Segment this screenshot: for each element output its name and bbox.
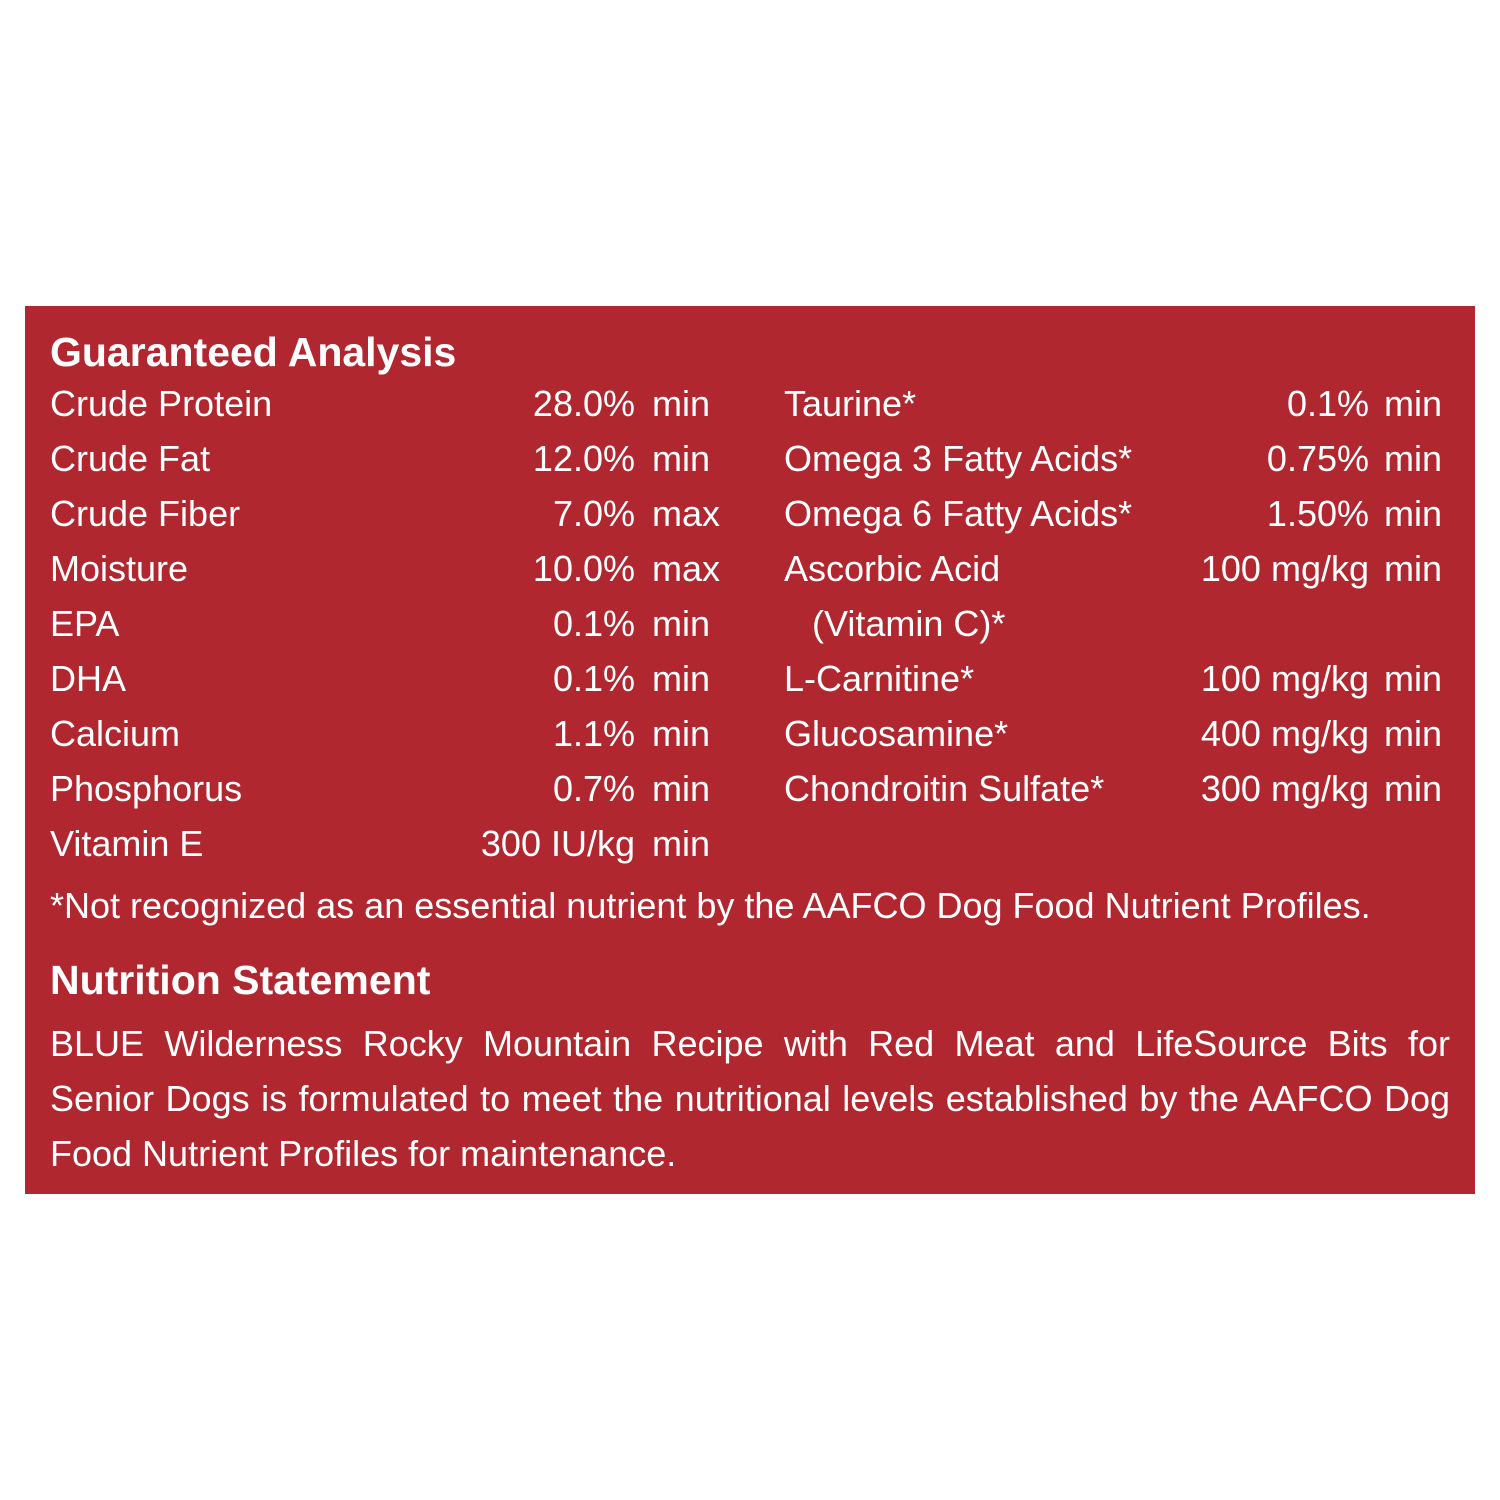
nutrient-qualifier: min bbox=[652, 823, 711, 864]
nutrient-amount: 100 mg/kg bbox=[1200, 658, 1369, 699]
nutrient-name: DHA bbox=[50, 658, 127, 699]
analysis-row bbox=[50, 823, 730, 881]
nutrient-amount: 0.7% bbox=[552, 768, 635, 809]
nutrient-qualifier: min bbox=[1384, 658, 1443, 699]
nutrient-name: Vitamin E bbox=[50, 823, 204, 864]
nutrient-name: Crude Fiber bbox=[50, 493, 241, 534]
nutrient-qualifier: min bbox=[1384, 768, 1443, 809]
analysis-row bbox=[50, 658, 730, 716]
nutrient-amount: 1.50% bbox=[1266, 493, 1369, 534]
nutrient-amount: 100 mg/kg bbox=[1200, 548, 1369, 589]
nutrient-amount: 0.75% bbox=[1266, 438, 1369, 479]
analysis-row bbox=[784, 383, 1464, 441]
nutrient-name: Omega 6 Fatty Acids* bbox=[784, 493, 1133, 534]
nutrient-amount: 10.0% bbox=[532, 548, 635, 589]
nutrient-qualifier: min bbox=[1384, 438, 1443, 479]
analysis-row bbox=[50, 603, 730, 661]
nutrient-name: Calcium bbox=[50, 713, 181, 754]
nutrient-amount: 400 mg/kg bbox=[1200, 713, 1369, 754]
nutrient-qualifier: min bbox=[1384, 713, 1443, 754]
nutrient-amount: 7.0% bbox=[552, 493, 635, 534]
guaranteed-analysis-heading: Guaranteed Analysis bbox=[50, 329, 457, 375]
analysis-row bbox=[50, 383, 730, 441]
nutrient-name: (Vitamin C)* bbox=[812, 603, 1006, 644]
nutrient-amount: 12.0% bbox=[532, 438, 635, 479]
nutrient-name: Crude Protein bbox=[50, 383, 273, 424]
analysis-row bbox=[784, 658, 1464, 716]
analysis-row bbox=[784, 493, 1464, 551]
nutrient-qualifier: min bbox=[652, 603, 711, 644]
nutrient-qualifier: min bbox=[652, 658, 711, 699]
analysis-row bbox=[50, 768, 730, 826]
nutrient-name: EPA bbox=[50, 603, 120, 644]
nutrient-amount: 0.1% bbox=[552, 658, 635, 699]
nutrient-qualifier: min bbox=[1384, 548, 1443, 589]
nutrient-name: Moisture bbox=[50, 548, 189, 589]
nutrient-qualifier: min bbox=[1384, 493, 1443, 534]
nutrient-qualifier: min bbox=[652, 713, 711, 754]
analysis-row bbox=[50, 548, 730, 606]
nutrient-name: Glucosamine* bbox=[784, 713, 1009, 754]
analysis-row bbox=[784, 713, 1464, 771]
nutrient-name: Ascorbic Acid bbox=[784, 548, 1001, 589]
nutrient-qualifier: max bbox=[652, 548, 721, 589]
nutrient-qualifier: min bbox=[652, 438, 711, 479]
analysis-row bbox=[50, 493, 730, 551]
nutrient-amount: 28.0% bbox=[532, 383, 635, 424]
analysis-row bbox=[784, 438, 1464, 496]
analysis-row bbox=[784, 768, 1464, 826]
nutrient-qualifier: min bbox=[1384, 383, 1443, 424]
analysis-row bbox=[50, 438, 730, 496]
nutrient-name: Omega 3 Fatty Acids* bbox=[784, 438, 1133, 479]
nutrient-name: L-Carnitine* bbox=[784, 658, 975, 699]
analysis-row bbox=[784, 548, 1464, 606]
nutrient-amount: 0.1% bbox=[552, 603, 635, 644]
nutrition-label-panel bbox=[25, 306, 1475, 1194]
nutrient-amount: 1.1% bbox=[552, 713, 635, 754]
nutrient-amount: 300 IU/kg bbox=[480, 823, 635, 864]
nutrient-qualifier: max bbox=[652, 493, 721, 534]
nutrient-amount: 0.1% bbox=[1286, 383, 1369, 424]
aafco-footnote: *Not recognized as an essential nutrient by the AAFCO Dog Food Nutrient Profiles. bbox=[50, 885, 1371, 926]
nutrient-qualifier: min bbox=[652, 383, 711, 424]
nutrient-amount: 300 mg/kg bbox=[1200, 768, 1369, 809]
nutrient-name: Taurine* bbox=[784, 383, 917, 424]
nutrition-statement-heading: Nutrition Statement bbox=[50, 957, 431, 1003]
analysis-row bbox=[50, 713, 730, 771]
nutrient-name: Chondroitin Sulfate* bbox=[784, 768, 1105, 809]
nutrient-qualifier: min bbox=[652, 768, 711, 809]
nutrition-statement-text: BLUE Wilderness Rocky Mountain Recipe with Red Meat and LifeSource Bits for Senior Dogs is formulated to meet the nutritional levels established by the AAFCO Dog Food Nutrient Profiles for maintenance. bbox=[50, 1023, 1450, 1174]
analysis-row bbox=[784, 603, 1464, 661]
nutrient-name: Phosphorus bbox=[50, 768, 243, 809]
nutrient-name: Crude Fat bbox=[50, 438, 211, 479]
